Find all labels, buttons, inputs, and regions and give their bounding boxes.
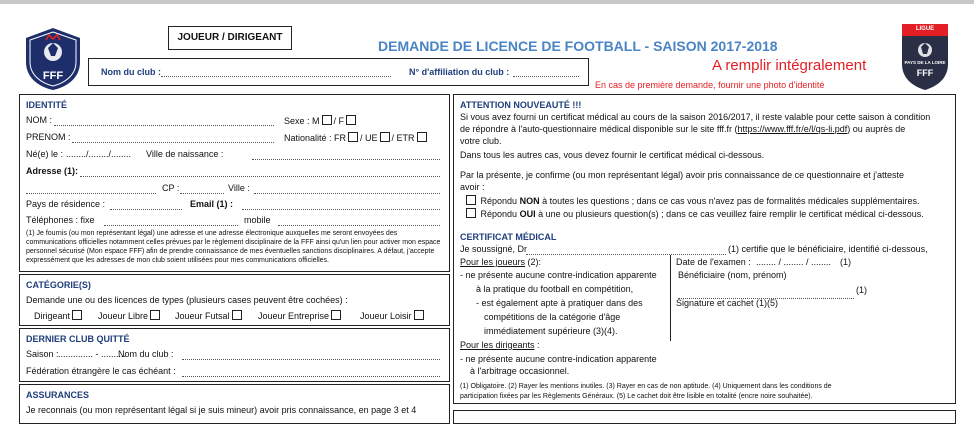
category-joueur-libre	[98, 310, 162, 323]
date-examen-suffix: (1)	[840, 257, 851, 267]
beneficiaire-label: Bénéficiaire (nom, prénom)	[678, 270, 787, 280]
option-oui-pre: Répondu	[480, 209, 518, 219]
email-label: Email (1) :	[190, 199, 234, 209]
nom-club-field[interactable]	[182, 351, 440, 360]
option-oui-bold: OUI	[519, 209, 536, 219]
ligue-logo-top: LIGUE	[915, 26, 935, 32]
prenom-label: PRENOM :	[26, 132, 71, 142]
attention-p1-line1: Si vous avez fourni un certificat médical au cours de la saison 2016/2017, il reste valable pour cette saison à condition	[460, 112, 931, 122]
prenom-field[interactable]	[72, 134, 274, 143]
categories-section	[19, 274, 450, 326]
fff-logo-text: FFF	[42, 70, 64, 82]
fff-shield-icon	[22, 26, 84, 92]
identite-footnote: (1) Je fournis (ou mon représentant légal) une adresse et une adresse électronique auxquelles me seront envoyées des communications officielles notamment celles prévues par le règlement disciplinaire de la FFF ainsi qu'un lien pour activer mon espace personnel sécurisé (Mon espace FFF) afin de prendre connaissance de mes éventuelles sanctions disciplinaires. A défaut, j'accepte expressément que les adresses de mon club soient utilisées pour mes communications officielles.	[26, 230, 441, 264]
category-joueur-futsal-checkbox[interactable]	[232, 310, 242, 320]
category-joueur-futsal-label: Joueur Futsal	[175, 311, 230, 321]
adresse-label: Adresse (1):	[26, 166, 79, 176]
pour-dirigeants	[460, 340, 540, 352]
category-joueur-loisir-checkbox[interactable]	[414, 310, 424, 320]
pour-dirigeants-suffix: :	[534, 340, 540, 350]
fill-notice: A remplir intégralement	[712, 57, 867, 74]
sexe-m-checkbox[interactable]	[322, 115, 332, 125]
attention-p2: Dans tous les autres cas, vous devez fournir le certificat médical ci-dessous.	[460, 150, 765, 160]
ne-le-label: Né(e) le :	[26, 149, 64, 159]
cp-label: CP :	[162, 183, 180, 193]
option-non-post: à toutes les questions ; dans ce cas vous n'avez pas de formalités médicales supplémentaires.	[542, 196, 920, 206]
mobile-label: mobile	[244, 215, 271, 225]
saison-field[interactable]: .............. - ..........	[58, 349, 127, 359]
pour-joueurs-label: Pour les joueurs	[460, 257, 526, 267]
club-box	[88, 58, 589, 86]
dernier-club-title: DERNIER CLUB QUITTÉ	[26, 334, 130, 344]
medical-section	[453, 94, 956, 404]
option-non-pre: Répondu	[480, 196, 518, 206]
assurances-title: ASSURANCES	[26, 390, 90, 400]
federation-field[interactable]	[182, 368, 440, 377]
next-section-box	[453, 410, 956, 424]
certifie-text: (1) certifie que le bénéficiaire, identifié ci-dessous,	[728, 244, 928, 254]
categories-intro: Demande une ou des licences de types (plusieurs cases peuvent être cochées) :	[26, 295, 348, 305]
ville-naissance-label: Ville de naissance :	[146, 149, 224, 159]
ligue-logo-text: FFF	[916, 68, 934, 78]
pays-label: Pays de résidence :	[26, 199, 106, 209]
saison-label: Saison :	[26, 349, 59, 359]
assurances-text: Je reconnais (ou mon représentant légal si je suis mineur) avoir pris connaissance, en page 3 et 4	[26, 405, 417, 415]
category-joueur-loisir-label: Joueur Loisir	[360, 311, 412, 321]
category-dirigeant-checkbox[interactable]	[72, 310, 82, 320]
option-oui	[464, 208, 924, 221]
dirigeants-line2: à l'arbitrage occasionnel.	[470, 366, 570, 376]
joueurs-line1: - ne présente aucune contre-indication apparente	[460, 270, 657, 280]
category-joueur-libre-checkbox[interactable]	[150, 310, 160, 320]
nom-field[interactable]	[54, 117, 274, 126]
ligue-logo	[898, 20, 952, 92]
club-name-label: Nom du club :	[101, 67, 161, 77]
attention-p1-line2-end: ) ou auprès de	[847, 124, 906, 134]
role-tab	[168, 26, 292, 50]
certificat-notes-line2: participation fixées par les Règlements Généraux. (5) Le cachet doit être lisible en totalité (encre noire souhaitée).	[460, 393, 813, 400]
ville-label: Ville :	[228, 183, 250, 193]
pour-dirigeants-label: Pour les dirigeants	[460, 340, 535, 350]
federation-label: Fédération étrangère le cas échéant :	[26, 366, 176, 376]
top-edge	[0, 0, 974, 4]
beneficiaire-suffix: (1)	[856, 285, 867, 295]
attention-p1-line2-text: de répondre à l'auto-questionnaire médical disponible sur le site fff.fr (	[460, 124, 738, 134]
sexe-f-checkbox[interactable]	[346, 115, 356, 125]
pour-joueurs-suffix: (2):	[525, 257, 542, 267]
category-joueur-entreprise-label: Joueur Entreprise	[258, 311, 330, 321]
ville-field[interactable]	[254, 185, 440, 194]
joueurs-divider	[670, 255, 671, 341]
category-joueur-futsal	[175, 310, 244, 323]
cp-field[interactable]	[180, 185, 224, 194]
docteur-field[interactable]	[526, 246, 726, 255]
date-examen-label: Date de l'examen :	[676, 257, 751, 267]
nat-ue-checkbox[interactable]	[380, 132, 390, 142]
certificat-title: CERTIFICAT MÉDICAL	[460, 232, 557, 242]
pour-joueurs	[460, 257, 541, 269]
joueurs-line2: à la pratique du football en compétition,	[476, 284, 634, 294]
sexe-label	[284, 115, 358, 128]
adresse-field[interactable]	[80, 168, 440, 177]
nat-fr-label: Nationalité : FR	[284, 133, 347, 143]
attention-p1-line2	[460, 124, 905, 136]
categories-title: CATÉGORIE(S)	[26, 280, 91, 290]
category-dirigeant-label: Dirigeant	[34, 311, 71, 321]
nat-etr-label: / ETR	[391, 133, 415, 143]
option-non-checkbox[interactable]	[466, 195, 476, 205]
signature-label: Signature et cachet (1)(5)	[676, 298, 779, 308]
fff-logo	[22, 26, 84, 92]
identite-title: IDENTITÉ	[26, 100, 68, 110]
date-examen-field[interactable]: ........ / ........ / ........	[756, 257, 832, 267]
category-joueur-entreprise-checkbox[interactable]	[331, 310, 341, 320]
soussigne-label: Je soussigné, Dr	[460, 244, 528, 254]
sexe-f-label: / F	[333, 116, 345, 126]
category-joueur-loisir	[360, 310, 426, 323]
certificat-notes-line1: (1) Obligatoire. (2) Rayer les mentions inutiles. (3) Rayer en cas de non aptitude. (4) Uniquement dans les conditions de	[460, 383, 832, 390]
option-non	[464, 195, 920, 208]
category-joueur-libre-label: Joueur Libre	[98, 311, 149, 321]
assurances-section	[19, 384, 450, 424]
questionnaire-link[interactable]: https://www.fff.fr/e/l/qs-li.pdf	[737, 124, 848, 134]
adresse-field-2[interactable]	[26, 185, 156, 194]
option-oui-checkbox[interactable]	[466, 208, 476, 218]
nom-label: NOM :	[26, 115, 52, 125]
nat-ue-label: / UE	[360, 133, 378, 143]
role-tab-label: JOUEUR / DIRIGEANT	[177, 32, 283, 43]
page-title: DEMANDE DE LICENCE DE FOOTBALL - SAISON 2017-2018	[378, 38, 778, 54]
club-name-field[interactable]	[161, 68, 391, 77]
email-field[interactable]	[242, 201, 440, 210]
category-dirigeant	[34, 310, 84, 323]
category-joueur-entreprise	[258, 310, 343, 323]
joueurs-line5: immédiatement supérieure (3)(4).	[484, 326, 618, 336]
dernier-club-section	[19, 328, 450, 382]
nat-etr-checkbox[interactable]	[417, 132, 427, 142]
pays-field[interactable]	[110, 201, 182, 210]
attention-p3-line2: avoir :	[460, 182, 485, 192]
joueurs-line3: - est également apte à pratiquer dans des	[476, 298, 643, 308]
attention-p1-line3: votre club.	[460, 136, 502, 146]
attention-p3-line1: Par la présente, je confirme (ou mon représentant légal) avoir pris connaissance de ce questionnaire et j'atteste	[460, 170, 904, 180]
nom-club-label: Nom du club :	[118, 349, 174, 359]
sexe-m-label: Sexe : M	[284, 116, 320, 126]
joueurs-line4: compétitions de la catégorie d'âge	[484, 312, 621, 322]
identite-section	[19, 94, 450, 272]
nat-fr-checkbox[interactable]	[348, 132, 358, 142]
telephone-label: Téléphones : fixe	[26, 215, 95, 225]
photo-notice: En cas de première demande, fournir une photo d'identité	[595, 80, 825, 90]
ville-naissance-field[interactable]	[252, 151, 440, 160]
affiliation-field[interactable]	[513, 68, 579, 77]
ligue-logo-region: PAYS DE LA LOIRE	[904, 60, 946, 65]
mobile-field[interactable]	[278, 217, 440, 226]
telephone-fixe-field[interactable]	[104, 217, 238, 226]
dirigeants-line1: - ne présente aucune contre-indication apparente	[460, 354, 657, 364]
attention-title: ATTENTION NOUVEAUTÉ !!!	[460, 100, 582, 110]
nationalite-label	[284, 132, 429, 145]
birthdate-field[interactable]: ......../......../........	[66, 149, 132, 159]
option-oui-post: à une ou plusieurs question(s) ; dans ce cas veuillez faire remplir le certificat médical ci-dessous.	[538, 209, 924, 219]
affiliation-label: N° d'affiliation du club :	[409, 67, 510, 77]
option-non-bold: NON	[519, 196, 540, 206]
